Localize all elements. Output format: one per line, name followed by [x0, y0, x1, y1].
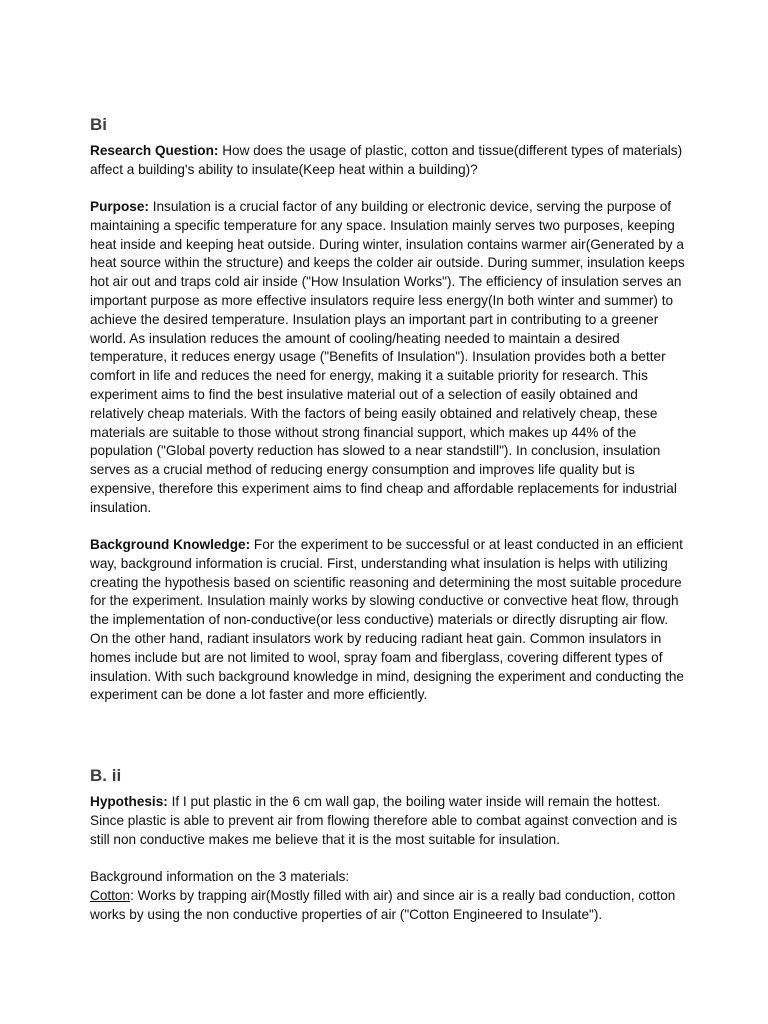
background-info-intro: Background information on the 3 materials: — [90, 869, 350, 884]
purpose-label: Purpose: — [90, 199, 149, 214]
research-question-paragraph — [90, 142, 686, 180]
background-info-paragraph — [90, 868, 686, 924]
background-knowledge-label: Background Knowledge: — [90, 537, 251, 552]
hypothesis-paragraph — [90, 793, 686, 849]
section-heading-bi: Bi — [90, 115, 107, 134]
hypothesis-text: If I put plastic in the 6 cm wall gap, the boiling water inside will remain the hottest. Since plastic is able to prevent air from flowing therefore able to combat against convection and is still non conductive makes me believe that it is the most suitable for insulation. — [90, 794, 678, 847]
research-question-label: Research Question: — [90, 143, 219, 158]
cotton-text: : Works by trapping air(Mostly filled with air) and since air is a really bad conduction, cotton works by using the non conductive properties of air ("Cotton Engineered to Insulate"). — [90, 887, 676, 922]
hypothesis-label: Hypothesis: — [90, 794, 168, 809]
background-knowledge-paragraph — [90, 536, 686, 705]
purpose-paragraph — [90, 198, 686, 518]
cotton-label: Cotton — [90, 887, 131, 903]
background-knowledge-text: For the experiment to be successful or at least conducted in an efficient way, background information is crucial. First, understanding what insulation is helps with utilizing creating the hypothesis based on scientific reasoning and determining the most suitable procedure for the experiment. Insulation mainly works by slowing conductive or convective heat flow, through the implementation of non-conductive(or less conductive) materials or directly disrupting air flow. On the other hand, radiant insulators work by reducing radiant heat gain. Common insulators in homes include but are not limited to wool, spray foam and fiberglass, covering different types of insulation. With such background knowledge in mind, designing the experiment and conducting the experiment can be done a lot faster and more efficiently. — [90, 537, 684, 703]
purpose-text: Insulation is a crucial factor of any building or electronic device, serving the purpose of maintaining a specific temperature for any space. Insulation mainly serves two purposes, keeping heat inside and keeping heat outside. During winter, insulation contains warmer air(Generated by a heat source within the structure) and keeps the colder air outside. During summer, insulation keeps hot air out and traps cold air inside ("How Insulation Works"). The efficiency of insulation serves an important purpose as more effective insulators require less energy(In both winter and summer) to achieve the desired temperature. Insulation plays an important part in contributing to a greener world. As insulation reduces the amount of cooling/heating needed to maintain a desired temperature, it reduces energy usage ("Benefits of Insulation"). Insulation provides both a better comfort in life and reduces the need for energy, making it a suitable priority for research. This experiment aims to find the best insulative material out of a selection of easily obtained and relatively cheap materials. With the factors of being easily obtained and relatively cheap, these materials are suitable to those without strong financial support, which makes up 44% of the population ("Global poverty reduction has slowed to a near standstill"). In conclusion, insulation serves as a crucial method of reducing energy consumption and improves life quality but is expensive, therefore this experiment aims to find cheap and affordable replacements for industrial insulation. — [90, 199, 685, 515]
research-question-text: How does the usage of plastic, cotton and tissue(different types of materials) affect a building's ability to insulate(Keep heat within a building)? — [90, 143, 683, 177]
section-heading-bii: B. ii — [90, 766, 122, 785]
